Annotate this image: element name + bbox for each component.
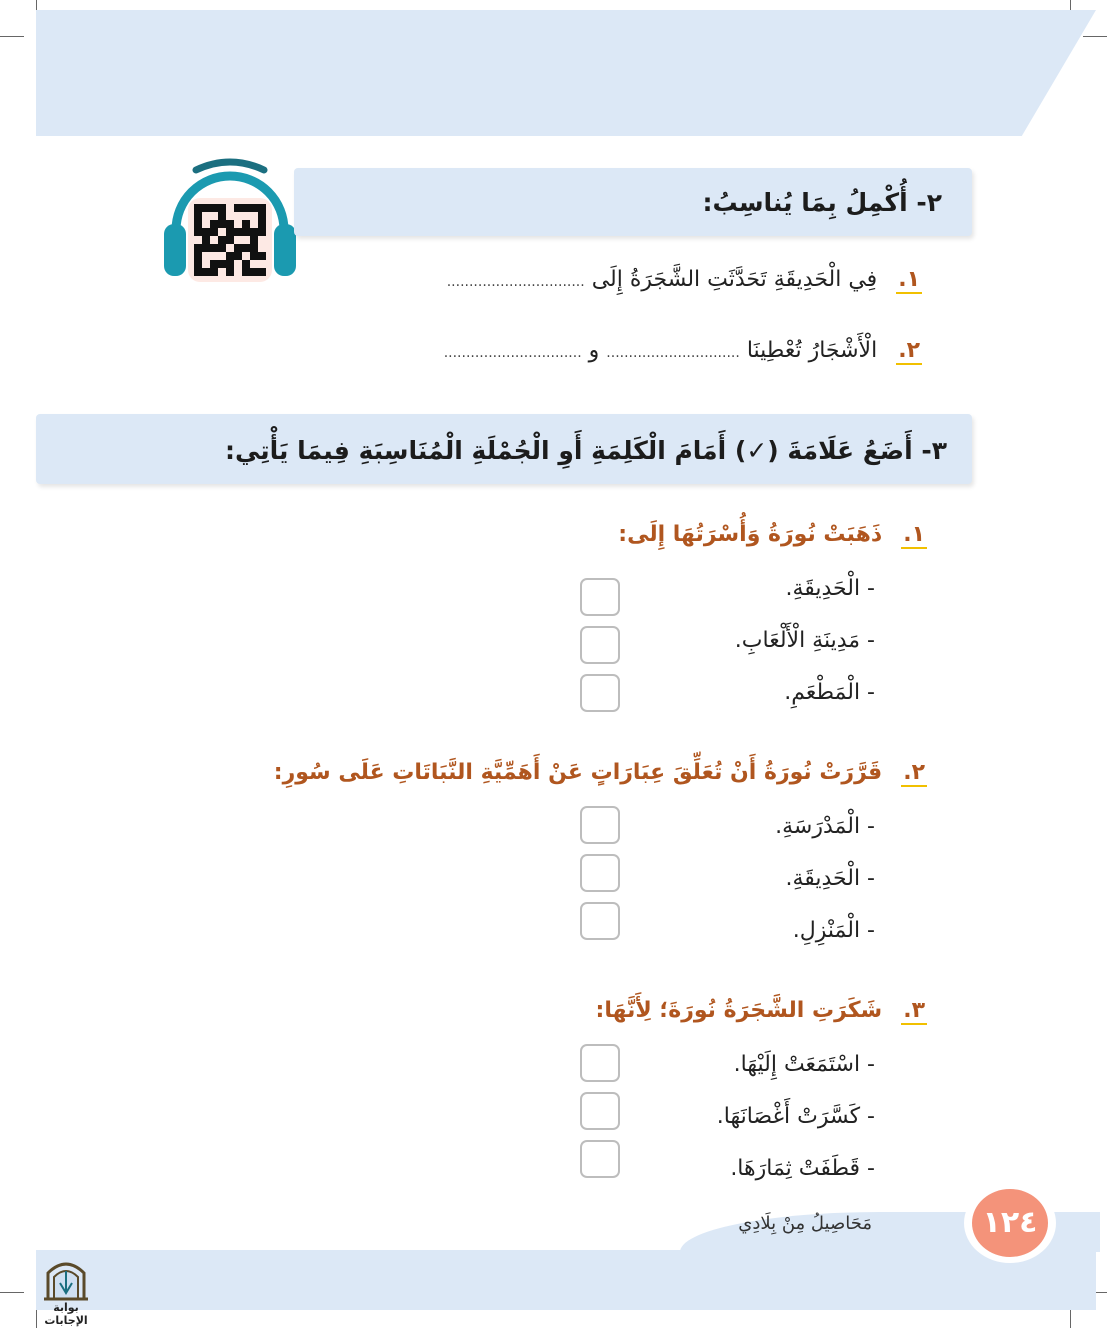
qr-module: [226, 212, 234, 220]
qr-module: [194, 244, 202, 252]
option-checkbox[interactable]: [580, 626, 620, 664]
item-text: فِي الْحَدِيقَةِ تَحَدَّثَتِ الشَّجَرَةُ إِلَى: [591, 267, 878, 292]
qr-module: [194, 220, 202, 228]
qr-module: [242, 212, 250, 220]
qr-module: [210, 220, 218, 228]
logo-icon: [30, 1253, 102, 1303]
qr-module: [202, 228, 210, 236]
qr-module: [210, 260, 218, 268]
qr-module: [250, 236, 258, 244]
logo-text: بوابة الإجابات: [44, 1301, 88, 1327]
qr-module: [250, 260, 258, 268]
qr-module: [202, 268, 210, 276]
qr-module: [202, 244, 210, 252]
qr-module: [210, 268, 218, 276]
qr-module: [258, 260, 266, 268]
qr-module: [226, 244, 234, 252]
qr-module: [210, 228, 218, 236]
option-label: - الْحَدِيقَةِ.: [785, 866, 875, 891]
answer-blank[interactable]: ..............................: [606, 345, 740, 361]
qr-module: [202, 252, 210, 260]
qr-module: [226, 252, 234, 260]
question-text: ذَهَبَتْ نُورَةُ وَأُسْرَتُهَا إِلَى:: [618, 522, 883, 547]
qr-module: [250, 212, 258, 220]
qr-module: [250, 268, 258, 276]
qr-module: [226, 220, 234, 228]
option-checkbox[interactable]: [580, 854, 620, 892]
qr-module: [194, 236, 202, 244]
qr-module: [250, 228, 258, 236]
qr-module: [194, 204, 202, 212]
question-3: [596, 998, 927, 1025]
fill-item-1: [447, 267, 922, 294]
site-logo[interactable]: [30, 1253, 102, 1327]
qr-module: [258, 228, 266, 236]
question-number: ١.: [903, 522, 925, 547]
qr-module: [202, 260, 210, 268]
question-number: ٣.: [903, 998, 925, 1023]
option-label: - اسْتَمَعَتْ إِلَيْهَا.: [733, 1052, 875, 1077]
question-text: قَرَّرَتْ نُورَةُ أَنْ تُعَلِّقَ عِبَارَاتٍ عَنْ أَهَمِّيَّةِ النَّبَاتَاتِ عَلَى سُورِ:: [273, 760, 883, 785]
item-text: الْأَشْجَارُ تُعْطِينَا: [746, 338, 878, 363]
qr-module: [242, 228, 250, 236]
option-checkbox[interactable]: [580, 806, 620, 844]
qr-module: [226, 204, 234, 212]
qr-module: [194, 268, 202, 276]
qr-module: [202, 212, 210, 220]
option-checkbox[interactable]: [580, 674, 620, 712]
qr-module: [218, 252, 226, 260]
qr-module: [242, 252, 250, 260]
unit-title: مَحَاصِيلُ مِنْ بِلَادِي: [738, 1213, 872, 1234]
qr-module: [242, 220, 250, 228]
qr-module: [218, 268, 226, 276]
qr-module: [242, 204, 250, 212]
crop-mark: [0, 36, 24, 37]
qr-module: [202, 236, 210, 244]
qr-module: [234, 260, 242, 268]
qr-module: [210, 236, 218, 244]
crop-mark: [1083, 36, 1107, 37]
question-text: شَكَرَتِ الشَّجَرَةُ نُورَةَ؛ لِأَنَّهَا:: [595, 998, 883, 1023]
crop-mark: [0, 1292, 24, 1293]
question-2: [274, 760, 927, 787]
qr-module: [234, 204, 242, 212]
qr-module: [194, 212, 202, 220]
qr-module: [258, 252, 266, 260]
qr-module: [250, 244, 258, 252]
qr-module: [242, 236, 250, 244]
qr-module: [242, 268, 250, 276]
qr-module: [226, 260, 234, 268]
qr-module: [234, 220, 242, 228]
qr-module: [218, 260, 226, 268]
qr-module: [218, 228, 226, 236]
conjunction: و: [588, 338, 600, 363]
qr-module: [210, 204, 218, 212]
qr-module: [250, 252, 258, 260]
qr-module: [234, 228, 242, 236]
option-checkbox[interactable]: [580, 1092, 620, 1130]
page-number-badge: [964, 1183, 1056, 1263]
qr-module: [226, 268, 234, 276]
option-label: - الْحَدِيقَةِ.: [785, 576, 875, 601]
audio-qr-widget[interactable]: [160, 158, 300, 288]
option-label: - الْمَدْرَسَةِ.: [775, 814, 875, 839]
qr-module: [202, 204, 210, 212]
option-label: - مَدِينَةِ الْأَلْعَابِ.: [734, 628, 875, 653]
qr-module: [218, 212, 226, 220]
footer-band: [36, 1250, 1096, 1310]
answer-blank[interactable]: ...............................: [443, 345, 582, 361]
option-checkbox[interactable]: [580, 578, 620, 616]
option-checkbox[interactable]: [580, 1140, 620, 1178]
qr-module: [218, 204, 226, 212]
qr-module: [250, 220, 258, 228]
option-checkbox[interactable]: [580, 902, 620, 940]
qr-module: [210, 212, 218, 220]
option-checkbox[interactable]: [580, 1044, 620, 1082]
qr-module: [234, 212, 242, 220]
qr-code-icon[interactable]: [188, 198, 272, 282]
option-label: - كَسَّرَتْ أَغْصَانَهَا.: [716, 1104, 875, 1129]
qr-module: [202, 220, 210, 228]
fill-item-2: [444, 338, 922, 365]
qr-module: [234, 268, 242, 276]
answer-blank[interactable]: ...............................: [446, 274, 585, 290]
qr-module: [234, 244, 242, 252]
qr-module: [258, 220, 266, 228]
qr-module: [250, 204, 258, 212]
qr-module: [226, 236, 234, 244]
item-number: ١.: [898, 267, 920, 292]
item-number: ٢.: [898, 338, 920, 363]
qr-module: [210, 252, 218, 260]
qr-module: [194, 228, 202, 236]
qr-module: [194, 252, 202, 260]
top-banner: [36, 10, 1096, 136]
qr-module: [242, 260, 250, 268]
question-1: [618, 522, 927, 549]
qr-module: [234, 236, 242, 244]
section-2-heading: ٢- أُكْمِلُ بِمَا يُناسِبُ:: [702, 188, 942, 217]
qr-module: [242, 244, 250, 252]
section-3-heading: ٣- أَضَعُ عَلَامَةَ (✓) أَمَامَ الْكَلِمَةِ أَوِ الْجُمْلَةِ الْمُنَاسِبَةِ فِيمَا يَأْتِي:: [224, 436, 947, 465]
qr-module: [218, 220, 226, 228]
qr-module: [258, 268, 266, 276]
qr-module: [258, 212, 266, 220]
qr-module: [218, 244, 226, 252]
option-label: - الْمَطْعَمِ.: [784, 680, 875, 705]
qr-module: [258, 236, 266, 244]
qr-module: [258, 204, 266, 212]
qr-module: [194, 260, 202, 268]
question-number: ٢.: [903, 760, 925, 785]
qr-module: [226, 228, 234, 236]
option-label: - الْمَنْزِلِ.: [792, 918, 875, 943]
qr-module: [218, 236, 226, 244]
qr-module: [234, 252, 242, 260]
qr-module: [210, 244, 218, 252]
qr-module: [258, 244, 266, 252]
page-number: ١٢٤: [972, 1189, 1048, 1257]
option-label: - قَطَفَتْ ثِمَارَهَا.: [730, 1156, 875, 1181]
